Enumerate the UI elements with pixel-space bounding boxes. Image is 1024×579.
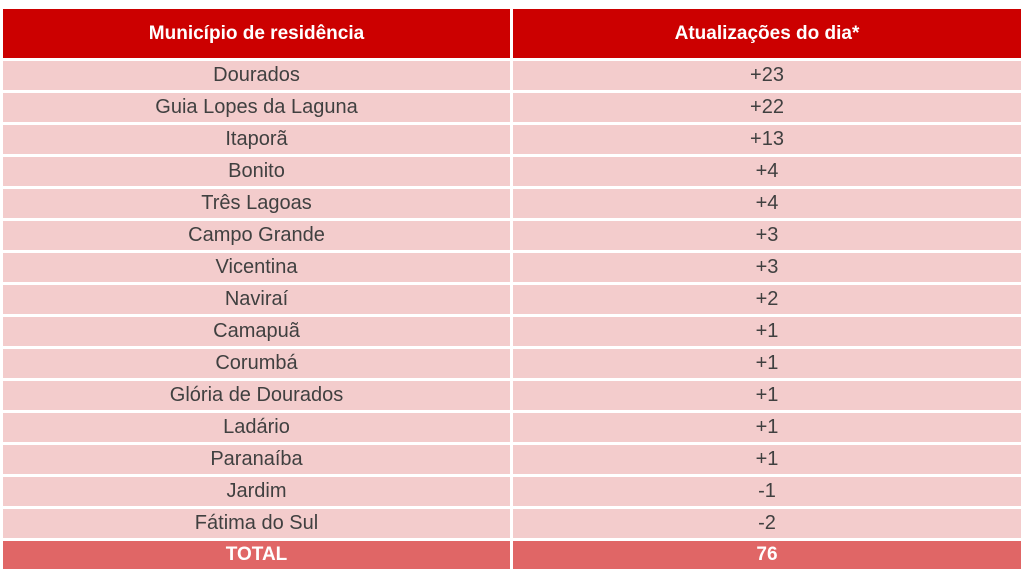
municipio-cell: Três Lagoas — [3, 189, 510, 218]
total-row — [3, 541, 1021, 569]
table-row — [3, 93, 1021, 122]
atualizacao-cell: +1 — [513, 413, 1021, 442]
table-row — [3, 157, 1021, 186]
table-row — [3, 445, 1021, 474]
atualizacao-cell: +13 — [513, 125, 1021, 154]
municipio-cell: Camapuã — [3, 317, 510, 346]
table-header-row — [3, 9, 1021, 58]
table-row — [3, 413, 1021, 442]
municipio-cell: Vicentina — [3, 253, 510, 282]
atualizacao-cell: +3 — [513, 253, 1021, 282]
table-row — [3, 381, 1021, 410]
municipio-cell: Ladário — [3, 413, 510, 442]
total-label: TOTAL — [3, 541, 510, 569]
municipio-cell: Campo Grande — [3, 221, 510, 250]
municipio-cell: Fátima do Sul — [3, 509, 510, 538]
table-row — [3, 509, 1021, 538]
municipio-cell: Itaporã — [3, 125, 510, 154]
municipio-cell: Naviraí — [3, 285, 510, 314]
atualizacao-cell: +2 — [513, 285, 1021, 314]
municipio-cell: Jardim — [3, 477, 510, 506]
atualizacao-cell: +1 — [513, 445, 1021, 474]
municipio-cell: Guia Lopes da Laguna — [3, 93, 510, 122]
table-row — [3, 125, 1021, 154]
total-value: 76 — [513, 541, 1021, 569]
header-municipio: Município de residência — [3, 9, 510, 58]
atualizacao-cell: +4 — [513, 157, 1021, 186]
municipio-cell: Dourados — [3, 61, 510, 90]
atualizacao-cell: -1 — [513, 477, 1021, 506]
table-row — [3, 189, 1021, 218]
table-row — [3, 477, 1021, 506]
table-row — [3, 221, 1021, 250]
municipality-updates-table — [0, 6, 1024, 572]
atualizacao-cell: +1 — [513, 317, 1021, 346]
municipio-cell: Glória de Dourados — [3, 381, 510, 410]
atualizacao-cell: -2 — [513, 509, 1021, 538]
atualizacao-cell: +1 — [513, 381, 1021, 410]
atualizacao-cell: +3 — [513, 221, 1021, 250]
header-atualizacoes: Atualizações do dia* — [513, 9, 1021, 58]
table-row — [3, 349, 1021, 378]
atualizacao-cell: +23 — [513, 61, 1021, 90]
table-row — [3, 317, 1021, 346]
table-row — [3, 253, 1021, 282]
municipio-cell: Bonito — [3, 157, 510, 186]
municipio-cell: Paranaíba — [3, 445, 510, 474]
table-row — [3, 285, 1021, 314]
table-row — [3, 61, 1021, 90]
table-container — [0, 6, 1024, 572]
atualizacao-cell: +22 — [513, 93, 1021, 122]
municipio-cell: Corumbá — [3, 349, 510, 378]
atualizacao-cell: +1 — [513, 349, 1021, 378]
atualizacao-cell: +4 — [513, 189, 1021, 218]
